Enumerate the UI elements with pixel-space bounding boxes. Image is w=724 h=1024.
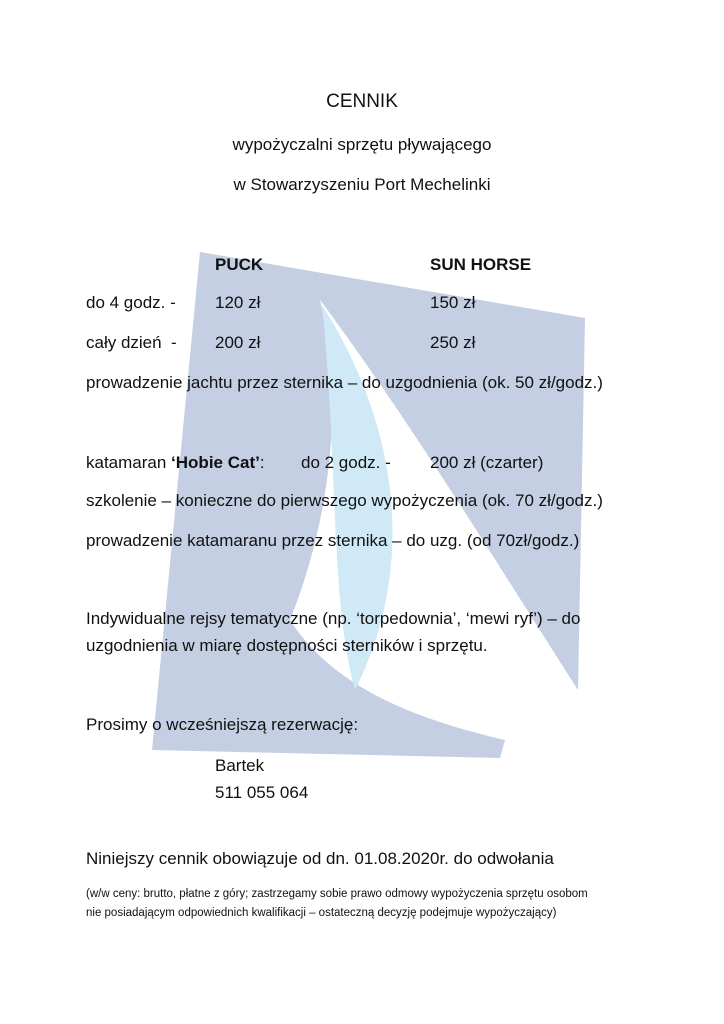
subtitle-association: w Stowarzyszeniu Port Mechelinki (233, 175, 491, 194)
skipper-note-yacht: prowadzenie jachtu przez sternika – do uzgodnienia (ok. 50 zł/godz.) (86, 373, 603, 392)
catamaran-colon: : (259, 453, 265, 472)
page-title: CENNIK (326, 91, 398, 112)
catamaran-training-note: szkolenie – konieczne do pierwszego wypożyczenia (ok. 70 zł/godz.) (86, 491, 603, 510)
catamaran-name: ‘Hobie Cat’ (171, 453, 260, 472)
subtitle-rental: wypożyczalni sprzętu pływającego (232, 135, 492, 154)
cruises-line-2: uzgodnienia w miarę dostępności sterników i sprzętu. (86, 636, 488, 655)
reservation-prompt: Prosimy o wcześniejszą rezerwację: (86, 715, 359, 734)
price-puck-full-day: 200 zł (215, 333, 261, 352)
catamaran-price: 200 zł (czarter) (430, 453, 544, 472)
catamaran-duration: do 2 godz. - (301, 453, 391, 472)
catamaran-skipper-note: prowadzenie katamaranu przez sternika – do uzg. (od 70zł/godz.) (86, 531, 580, 550)
price-puck-4h: 120 zł (215, 293, 261, 312)
price-sun-horse-4h: 150 zł (430, 293, 476, 312)
column-header-puck: PUCK (215, 255, 264, 274)
footnote-line-1: (w/w ceny: brutto, płatne z góry; zastrzegamy sobie prawo odmowy wypożyczenia sprzętu osobom (86, 888, 588, 900)
row-label-full-day: cały dzień - (86, 333, 177, 352)
validity-statement: Niniejszy cennik obowiązuje od dn. 01.08.2020r. do odwołania (86, 849, 554, 868)
row-label-4h: do 4 godz. - (86, 293, 176, 312)
footnote-line-2: nie posiadającym odpowiednich kwalifikacji – ostateczną decyzję podejmuje wypożyczający) (86, 907, 557, 919)
catamaran-prefix: katamaran (86, 453, 172, 472)
contact-name: Bartek (215, 756, 265, 775)
catamaran-label (86, 452, 265, 474)
column-header-sun-horse: SUN HORSE (430, 255, 532, 274)
contact-phone[interactable]: 511 055 064 (215, 783, 309, 802)
price-sun-horse-full-day: 250 zł (430, 333, 476, 352)
cruises-line-1: Indywidualne rejsy tematyczne (np. ‘torpedownia’, ‘mewi ryf’) – do (86, 609, 581, 628)
